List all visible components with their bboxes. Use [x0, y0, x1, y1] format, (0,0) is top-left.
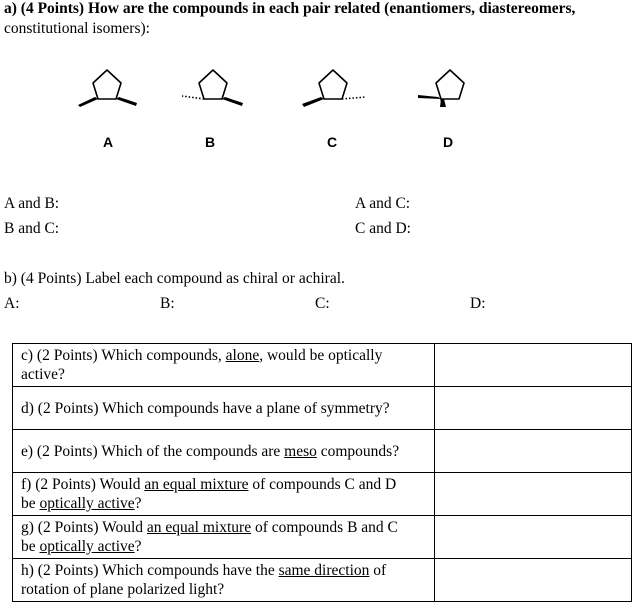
question-g-text-pre: g) (2 Points) Would — [21, 519, 147, 536]
question-f-line2-pre: be — [21, 495, 40, 512]
answer-cell-c[interactable] — [435, 344, 632, 387]
pair-b-c-label: B and C: — [4, 220, 60, 237]
part-b-question: b) (4 Points) Label each compound as chiral or achiral. — [4, 270, 345, 287]
table-row-g — [13, 516, 632, 559]
question-e-text-post: compounds? — [316, 442, 400, 460]
question-f — [13, 473, 435, 516]
table-row-h — [13, 559, 632, 602]
table-row-d — [13, 387, 632, 430]
structure-label-b: B — [205, 134, 216, 150]
question-f-line2-underlined: optically active — [39, 495, 135, 512]
question-g — [13, 516, 435, 559]
structure-label-d: D — [443, 134, 454, 150]
question-c-text-post: , would be optically — [259, 347, 383, 364]
question-g-line2-pre: be — [21, 538, 40, 555]
question-d — [13, 387, 435, 430]
structure-b-drawing — [182, 70, 243, 106]
question-c-underlined: alone — [225, 347, 260, 364]
question-h — [13, 559, 435, 602]
structure-c-drawing — [302, 70, 366, 107]
question-f-text-pre: f) (2 Points) Would — [21, 476, 145, 493]
part-a-question-line2: constitutional isomers): — [4, 20, 150, 37]
part-a-question-line1: a) (4 Points) How are the compounds in each pair related (enantiomers, diastereomers, — [4, 0, 576, 17]
question-c — [13, 344, 435, 387]
answer-cell-g[interactable] — [435, 516, 632, 559]
question-g-line2-post: ? — [134, 538, 142, 555]
pair-a-c-label: A and C: — [355, 195, 411, 212]
pair-a-b-label: A and B: — [4, 195, 60, 212]
questions-table — [12, 343, 632, 602]
answer-cell-d[interactable] — [435, 387, 632, 430]
answer-cell-h[interactable] — [435, 559, 632, 602]
question-e-text-pre: e) (2 Points) Which of the compounds are — [21, 442, 285, 460]
answer-cell-e[interactable] — [435, 430, 632, 473]
question-f-line2-post: ? — [134, 495, 142, 512]
question-g-text-post: of compounds B and C — [251, 519, 398, 536]
chiral-label-c: C: — [315, 295, 330, 312]
chiral-label-a: A: — [4, 295, 20, 312]
table-row-e — [13, 430, 632, 473]
question-g-underlined: an equal mixture — [146, 519, 252, 536]
structure-d-drawing — [418, 70, 464, 107]
question-e — [13, 430, 435, 473]
question-h-line2: rotation of plane polarized light? — [21, 581, 225, 598]
chiral-label-b: B: — [160, 295, 175, 312]
question-c-line2: active? — [21, 366, 65, 383]
structure-label-c: C — [327, 134, 338, 150]
question-e-underlined: meso — [284, 442, 317, 460]
pair-c-d-label: C and D: — [355, 220, 411, 237]
question-f-text-post: of compounds C and D — [248, 476, 397, 493]
cyclopentane-structures — [0, 60, 633, 120]
answer-cell-f[interactable] — [435, 473, 632, 516]
question-h-text-post: of — [369, 562, 387, 579]
structure-a-drawing — [78, 70, 137, 107]
question-d-text: d) (2 Points) Which compounds have a plane of symmetry? — [21, 399, 390, 417]
question-g-line2-underlined: optically active — [39, 538, 135, 555]
table-row-c — [13, 344, 632, 387]
question-f-underlined: an equal mixture — [144, 476, 249, 493]
table-row-f — [13, 473, 632, 516]
question-c-text-pre: c) (2 Points) Which compounds, — [21, 347, 226, 364]
structure-label-a: A — [103, 134, 114, 150]
question-h-underlined: same direction — [278, 562, 370, 579]
chiral-label-d: D: — [470, 295, 486, 312]
question-h-text-pre: h) (2 Points) Which compounds have the — [21, 562, 279, 579]
